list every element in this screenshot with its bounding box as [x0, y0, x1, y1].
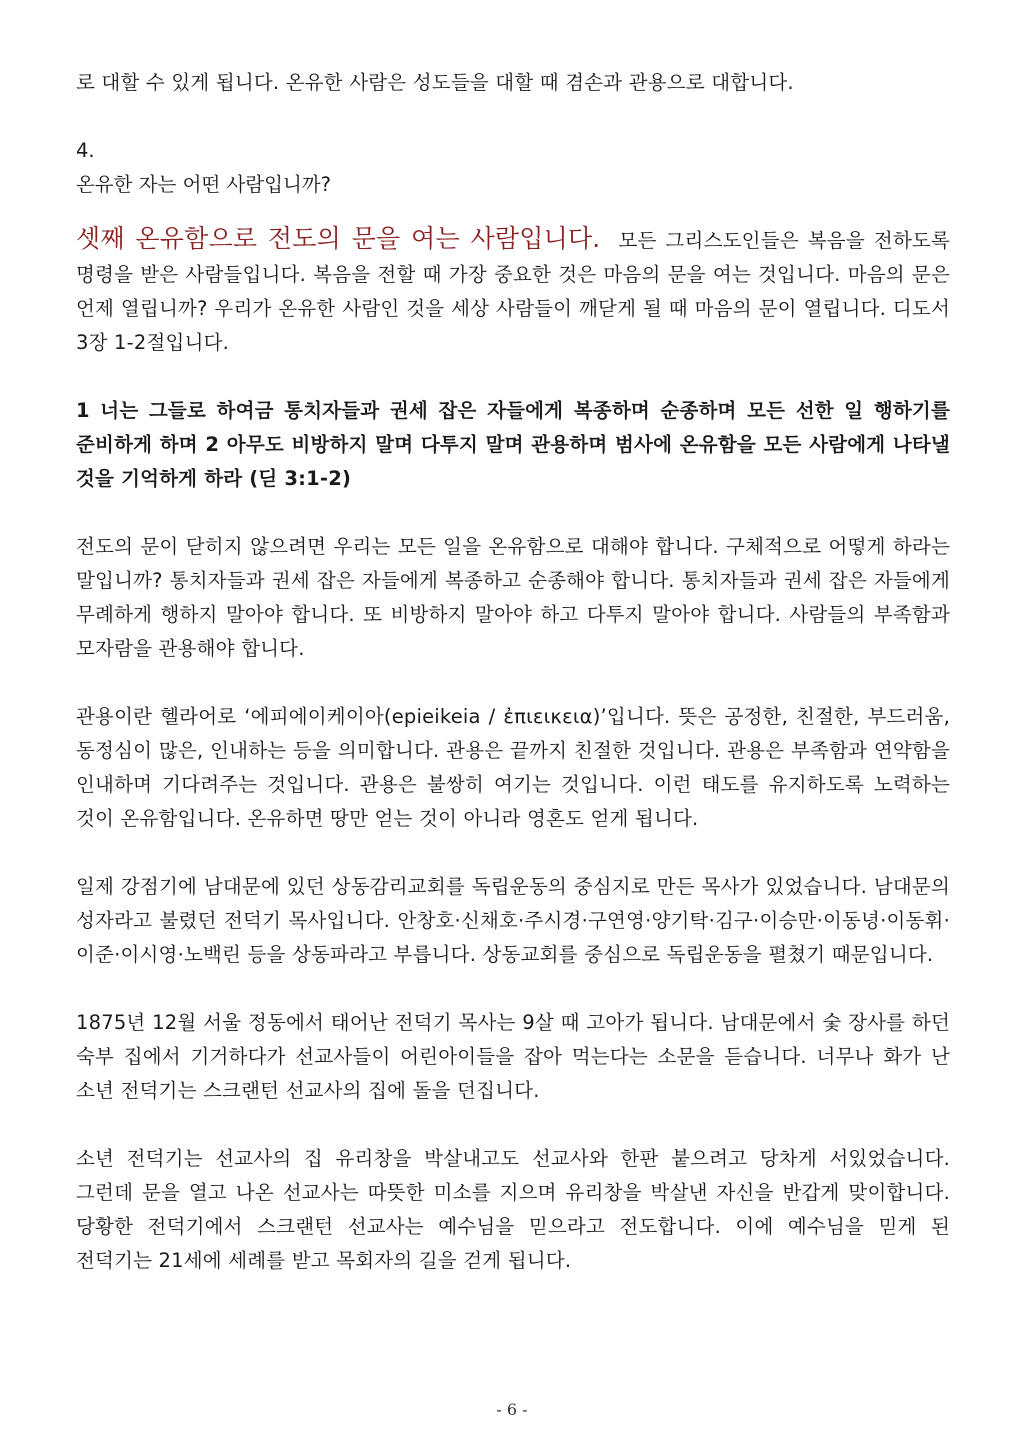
- paragraph-3: 관용이란 헬라어로 ‘에피에이케이아(epieikeia / ἐπιεικεια)’입니다. 뜻은 공정한, 친절한, 부드러움, 동정심이 많은, 인내하는 등을 의미합니다. 관용은 끝까지 친절한 것입니다. 관용은 부족함과 연약함을 인내하며 기다려주는 것입니다. 관용은 불쌍히 여기는 것입니다. 이런 태도를 유지하도록 노력하는 것이 온유함입니다. 온유하면 땅만 얻는 것이 아니라 영혼도 얻게 됩니다.: [76, 705, 950, 830]
- section-number: 4.: [76, 139, 95, 162]
- section-question: 온유한 자는 어떤 사람입니까?: [76, 173, 331, 196]
- heading-paragraph: [76, 222, 950, 360]
- heading-paragraph-body: 모든 그리스도인들은 복음을 전하도록 명령을 받은 사람들입니다. 복음을 전할 때 가장 중요한 것은 마음의 문을 여는 것입니다. 마음의 문은 언제 열립니까? 우리가 온유한 사람인 것을 세상 사람들이 깨닫게 될 때 마음의 문이 열립니다. 디도서 3장 1-2절입니다.: [76, 229, 950, 354]
- page-number: - 6 -: [496, 1400, 528, 1419]
- heading-paragraph-text: [76, 222, 950, 360]
- scripture-quote: 1 너는 그들로 하여금 통치자들과 권세 잡은 자들에게 복종하며 순종하며 모든 선한 일 행하기를 준비하게 하며 2 아무도 비방하지 말며 다투지 말며 관용하며 범사에 온유함을 모든 사람에게 나타낼 것을 기억하게 하라 (딛 3:1-2): [76, 399, 950, 490]
- paragraph-5: 1875년 12월 서울 정동에서 태어난 전덕기 목사는 9살 때 고아가 됩니다. 남대문에서 숯 장사를 하던 숙부 집에서 기거하다가 선교사들이 어린아이들을 잡아 먹는다는 소문을 듣습니다. 너무나 화가 난 소년 전덕기는 스크랜턴 선교사의 집에 돌을 던집니다.: [76, 1011, 950, 1102]
- highlight-heading: 셋째 온유함으로 전도의 문을 여는 사람입니다.: [76, 224, 601, 253]
- paragraph-continued: 로 대할 수 있게 됩니다. 온유한 사람은 성도들을 대할 때 겸손과 관용으로 대합니다.: [76, 71, 794, 94]
- paragraph-6: 소년 전덕기는 선교사의 집 유리창을 박살내고도 선교사와 한판 붙으려고 당차게 서있었습니다. 그런데 문을 열고 나온 선교사는 따뜻한 미소를 지으며 유리창을 박살낸 자신을 반갑게 맞이합니다. 당황한 전덕기에서 스크랜턴 선교사는 예수님을 믿으라고 전도합니다. 이에 예수님을 믿게 된 전덕기는 21세에 세례를 받고 목회자의 길을 걷게 됩니다.: [76, 1147, 950, 1272]
- paragraph-2: 전도의 문이 닫히지 않으려면 우리는 모든 일을 온유함으로 대해야 합니다. 구체적으로 어떻게 하라는 말입니까? 통치자들과 권세 잡은 자들에게 복종하고 순종해야 합니다. 통치자들과 권세 잡은 자들에게 무례하게 행하지 말아야 합니다. 또 비방하지 말아야 하고 다투지 말아야 합니다. 사람들의 부족함과 모자람을 관용해야 합니다.: [76, 535, 950, 660]
- page-content: [76, 66, 950, 1278]
- paragraph-4: 일제 강점기에 남대문에 있던 상동감리교회를 독립운동의 중심지로 만든 목사가 있었습니다. 남대문의 성자라고 불렸던 전덕기 목사입니다. 안창호·신채호·주시경·구연영·양기탁·김구·이승만·이동녕·이동휘·이준·이시영·노백린 등을 상동파라고 부릅니다. 상동교회를 중심으로 독립운동을 펼쳤기 때문입니다.: [76, 875, 950, 966]
